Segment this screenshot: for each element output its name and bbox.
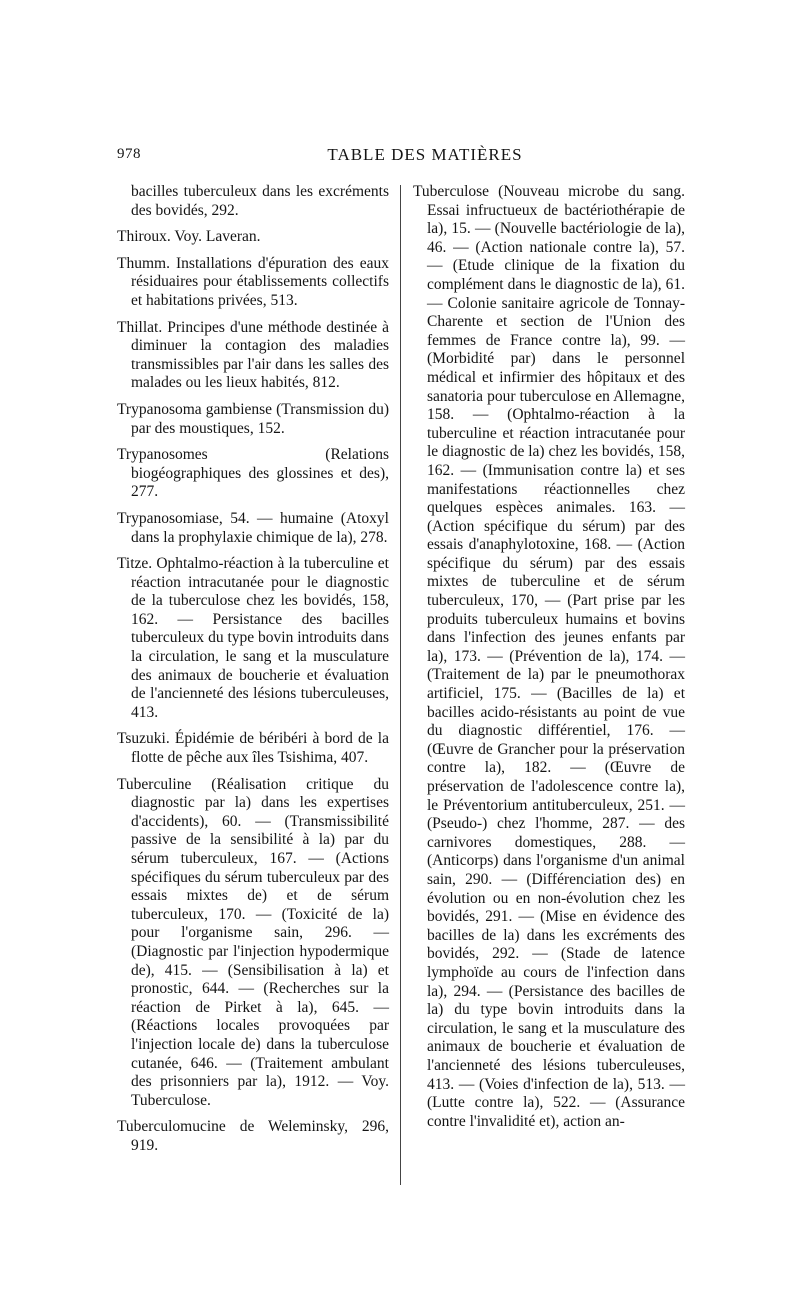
index-entry: bacilles tuberculeux dans les excréments des bovidés, 292. bbox=[131, 183, 389, 219]
index-entry: Tuberculose (Nouveau microbe du sang. Essai infructueux de bactériothérapie de la), 15. — (Nouvelle bactériologie de la), 46. — (Action nationale contre la), 57. — (Etude clinique de la fixation du complément dans le diagnostic de la), 61. — Colonie sanitaire agricole de Tonnay-Charente et section de l'Union des femmes de France contre la), 99. — (Morbidité par) dans le personnel médical et infirmier des hôpitaux et des sanatoria pour tuberculose en Allemagne, 158. — (Ophtalmo-réaction à la tuberculine et réaction intracutanée pour le diagnostic de la) chez les bovidés, 158, 162. — (Immunisation contre la) et ses manifestations réactionnelles chez quelques espèces animales. 163. — (Action spécifique du sérum) par des essais d'anaphylotoxine, 168. — (Action spécifique du sérum) par des essais mixtes de tuberculine et de sérum tuberculeux, 170, — (Part prise par les produits tuberculeux humains et bovins dans l'infection des jeunes enfants par la), 173. — (Prévention de la), 174. — (Traitement de la) par le pneumothorax artificiel, 175. — (Bacilles de la) et bacilles acido-résistants au point de vue du diagnostic différentiel, 176. — (Œuvre de Grancher pour la préservation contre la), 182. — (Œuvre de préservation de l'adolescence contre la), le Préventorium antituberculeux, 251. — (Pseudo-) chez l'homme, 287. — des carnivores domestiques, 288. — (Anticorps) dans l'organisme d'un animal sain, 290. — (Différenciation des) en évolution ou en non-évolution chez les bovidés, 291. — (Mise en évidence des bacilles de la) dans les excréments des bovidés, 292. — (Stade de latence lymphoïde au cours de l'infection dans la), 294. — (Persistance des bacilles de la) du type bovin introduits dans la circulation, le sang et la musculature des animaux de boucherie et évaluation de l'ancienneté des lésions tuberculeuses, 413. — (Voies d'infection de la), 513. — (Lutte contre la), 522. — (Assurance contre l'invalidité et), action an- bbox=[413, 183, 685, 1130]
index-entry: Tuberculomucine de Weleminsky, 296, 919. bbox=[117, 1118, 389, 1154]
index-entry: Trypanosoma gambiense (Transmission du) par des moustiques, 152. bbox=[117, 400, 389, 437]
index-entry: Thillat. Principes d'une méthode destinée à diminuer la contagion des maladies transmissibles par l'air dans les salles des malades ou les lieux habités, 812. bbox=[117, 318, 389, 392]
index-column-left bbox=[117, 183, 389, 1164]
index-entry: Tuberculine (Réalisation critique du diagnostic par la) dans les expertises d'accidents), 60. — (Transmissibilité passive de la sensibilité à la) par du sérum tuberculeux, 167. — (Actions spécifiques du sérum tuberculeux par des essais mixtes de) et de sérum tuberculeux, 170. — (Toxicité de la) pour l'organisme sain, 296. — (Diagnostic par l'injection hypodermique de), 415. — (Sensibilisation à la) et pronostic, 644. — (Recherches sur la réaction de Pirket à la), 645. — (Réactions locales provoquées par l'injection locale de) dans la tuberculose cutanée, 646. — (Traitement ambulant des prisonniers par la), 1912. — Voy. Tuberculose. bbox=[117, 775, 389, 1109]
index-entry: Thumm. Installations d'épuration des eaux résiduaires pour établissements collectifs et habitations privées, 513. bbox=[117, 254, 389, 309]
index-entry: Thiroux. Voy. Laveran. bbox=[117, 228, 261, 246]
column-divider bbox=[400, 185, 401, 1185]
index-entry: Trypanosomiase, 54. — humaine (Atoxyl dans la prophylaxie chimique de la), 278. bbox=[117, 509, 389, 546]
index-entry: Titze. Ophtalmo-réaction à la tuberculine et réaction intracutanée pour le diagnostic de la tuberculose chez les bovidés, 158, 162. — Persistance des bacilles tuberculeux du type bovin introduits dans la circulation, le sang et la musculature des animaux de boucherie et évaluation de l'ancienneté des lésions tuberculeuses, 413. bbox=[117, 555, 389, 721]
running-head-title: TABLE DES MATIÈRES bbox=[327, 145, 523, 164]
index-entry: Tsuzuki. Épidémie de béribéri à bord de la flotte de pêche aux îles Tsishima, 407. bbox=[117, 730, 389, 767]
index-entry: Trypanosomes (Relations biogéographiques des glossines et des), 277. bbox=[117, 446, 389, 501]
page-number: 978 bbox=[117, 146, 141, 162]
index-column-right bbox=[413, 183, 685, 1139]
